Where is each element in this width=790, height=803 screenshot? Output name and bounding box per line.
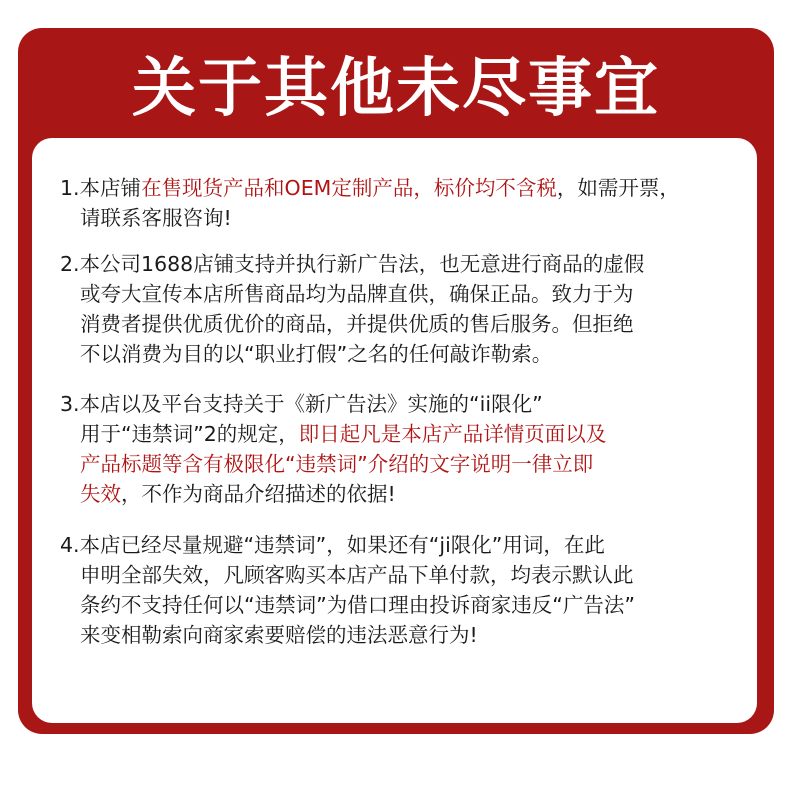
notice-line: 3.本店以及平台支持关于《新广告法》实施的“ii限化” bbox=[60, 392, 543, 416]
notice-line: 申明全部失效，凡顾客购买本店产品下单付款，均表示默认此 bbox=[80, 563, 634, 587]
line-text: 用于“违禁词”2的规定， bbox=[80, 422, 299, 446]
notice-item-2 bbox=[60, 249, 750, 369]
notice-line: 产品标题等含有极限化“违禁词”介绍的文字说明一律立即 bbox=[80, 452, 594, 476]
notice-line: 或夸大宣传本店所售商品均为品牌直供，确保正品。致力于为 bbox=[80, 282, 634, 306]
notice-item-4 bbox=[60, 530, 750, 650]
notice-line bbox=[60, 419, 750, 449]
notice-panel bbox=[32, 138, 757, 723]
notice-item-1 bbox=[60, 173, 750, 233]
notice-line: 来变相勒索向商家索要赔偿的违法恶意行为! bbox=[80, 623, 478, 647]
notice-line: 条约不支持任何以“违禁词”为借口理由投诉商家违反“广告法” bbox=[80, 593, 635, 617]
highlight-text: 即日起凡是本店产品详情页面以及 bbox=[298, 422, 607, 446]
highlight-text: 失效 bbox=[80, 482, 121, 506]
notice-line: 4.本店已经尽量规避“违禁词”，如果还有“ji限化”用词，在此 bbox=[60, 533, 605, 557]
notice-line bbox=[60, 173, 750, 203]
notice-line bbox=[60, 479, 750, 509]
line-text: ，不作为商品介绍描述的依据! bbox=[121, 482, 396, 506]
notice-card bbox=[18, 28, 774, 734]
notice-line: 2.本公司1688店铺支持并执行新广告法，也无意进行商品的虚假 bbox=[60, 252, 645, 276]
notice-line: 不以消费为目的以“职业打假”之名的任何敲诈勒索。 bbox=[80, 342, 553, 366]
notice-line: 请联系客服咨询! bbox=[80, 206, 232, 230]
highlight-text: 在售现货产品和OEM定制产品，标价均不含税 bbox=[141, 176, 557, 200]
line-text: ，如需开票， bbox=[556, 176, 680, 200]
line-text: 1.本店铺 bbox=[60, 176, 142, 200]
notice-line: 消费者提供优质优价的商品，并提供优质的售后服务。但拒绝 bbox=[80, 312, 634, 336]
notice-item-3 bbox=[60, 389, 750, 509]
page-title: 关于其他未尽事宜 bbox=[132, 52, 660, 126]
